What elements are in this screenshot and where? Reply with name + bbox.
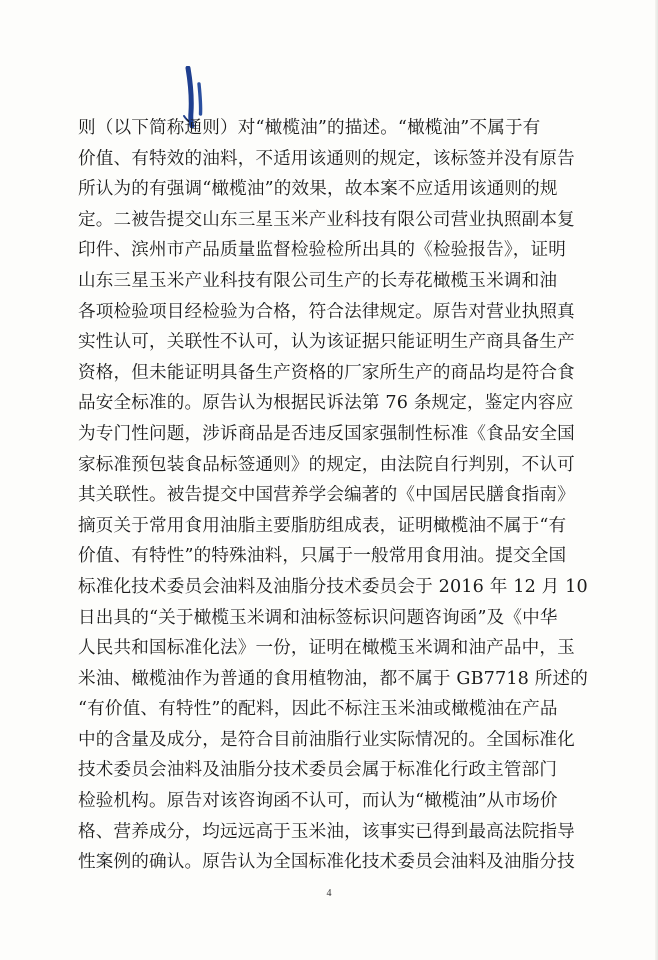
text-line: 各项检验项目经检验为合格，符合法律规定。原告对营业执照真 bbox=[78, 301, 575, 322]
text-line: 人民共和国标准化法》一份，证明在橄榄玉米调和油产品中，玉 bbox=[78, 638, 575, 659]
text-line: 价值、有特性”的特殊油料，只属于一般常用食用油。提交全国 bbox=[78, 546, 567, 567]
body-text bbox=[78, 113, 598, 878]
text-line: 家标准预包装食品标签通则》的规定，由法院自行判别，不认可 bbox=[78, 454, 575, 475]
text-line: 检验机构。原告对该咨询函不认可，而认为“橄榄油”从市场价 bbox=[78, 791, 558, 812]
text-line: 品安全标准的。原告认为根据民诉法第 76 条规定，鉴定内容应 bbox=[78, 393, 574, 414]
text-line: 山东三星玉米产业科技有限公司生产的长寿花橄榄玉米调和油 bbox=[78, 270, 558, 291]
text-line: 米油、橄榄油作为普通的食用植物油，都不属于 GB7718 所述的 bbox=[78, 668, 588, 689]
text-line: 技术委员会油料及油脂分技术委员会属于标准化行政主管部门 bbox=[78, 760, 558, 781]
text-line: 日出具的“关于橄榄玉米调和油标签标识问题咨询函”及《中华 bbox=[78, 607, 558, 628]
text-line: 性案例的确认。原告认为全国标准化技术委员会油料及油脂分技 bbox=[78, 852, 575, 873]
text-line: 为专门性问题，涉诉商品是否违反国家强制性标准《食品安全国 bbox=[78, 423, 575, 444]
text-line: 印件、滨州市产品质量监督检验检所出具的《检验报告》，证明 bbox=[78, 240, 567, 261]
text-line: 资格，但未能证明具备生产资格的厂家所生产的商品均是符合食 bbox=[78, 362, 575, 383]
text-line: 标准化技术委员会油料及油脂分技术委员会于 2016 年 12 月 10 bbox=[78, 576, 588, 597]
text-line: 实性认可，关联性不认可，认为该证据只能证明生产商具备生产 bbox=[78, 332, 575, 353]
text-line: 所认为的有强调“橄榄油”的效果，故本案不应适用该通则的规 bbox=[78, 179, 558, 200]
text-line: 则（以下简称通则）对“橄榄油”的描述。“橄榄油”不属于有 bbox=[78, 118, 541, 138]
text-line: 中的含量及成分，是符合目前油脂行业实际情况的。全国标准化 bbox=[78, 729, 575, 750]
text-line: 摘页关于常用食用油脂主要脂肪组成表，证明橄榄油不属于“有 bbox=[78, 515, 567, 536]
text-line: 格、营养成分，均远远高于玉米油，该事实已得到最高法院指导 bbox=[78, 821, 575, 842]
text-line: 定。二被告提交山东三星玉米产业科技有限公司营业执照副本复 bbox=[78, 209, 575, 230]
page-number: 4 bbox=[326, 888, 332, 899]
text-line: 其关联性。被告提交中国营养学会编著的《中国居民膳食指南》 bbox=[78, 485, 575, 506]
text-line: 价值、有特效的油料，不适用该通则的规定，该标签并没有原告 bbox=[78, 148, 575, 169]
text-line: “有价值、有特性”的配料，因此不标注玉米油或橄榄油在产品 bbox=[78, 699, 558, 720]
